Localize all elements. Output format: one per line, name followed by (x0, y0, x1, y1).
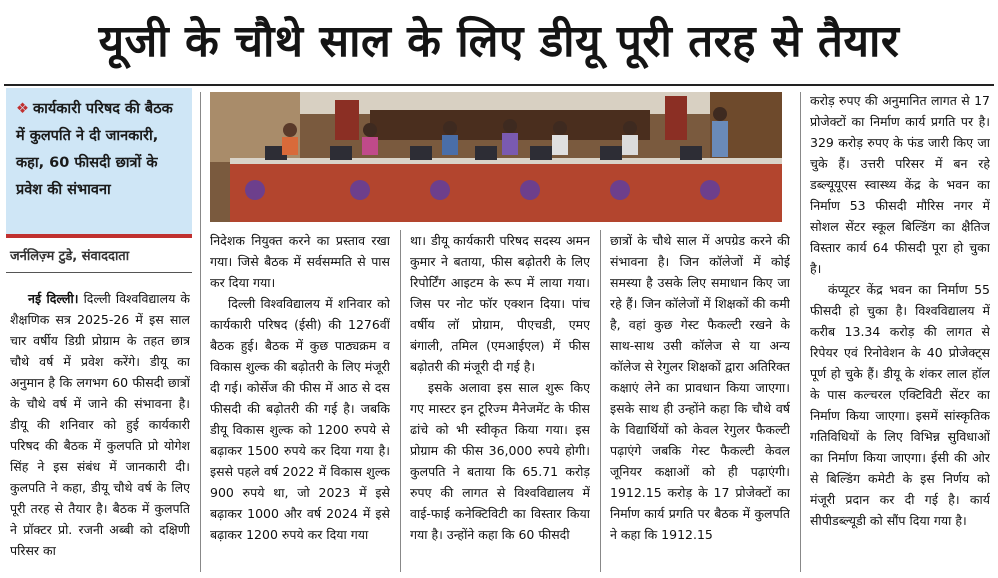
article-column-1 (10, 288, 190, 570)
meeting-photo-image (210, 92, 782, 222)
column-divider (200, 92, 201, 572)
article-column-2 (210, 230, 390, 570)
article-column-4 (610, 230, 790, 570)
headline-rule (4, 84, 994, 86)
meeting-photo (210, 92, 782, 222)
column-2-text-a: निदेशक नियुक्त करने का प्रस्ताव रखा गया। जिसे बैठक में सर्वसम्मति से पास कर दिया गया। (210, 233, 390, 290)
column-divider (600, 230, 601, 572)
column-divider (800, 92, 801, 572)
byline: जर्नलिज़्म टुडे, संवाददाता (10, 249, 130, 264)
highlight-box (6, 88, 192, 234)
column-3-text-a: था। डीयू कार्यकारी परिषद सदस्य अमन कुमार ने बताया, फीस बढ़ोतरी के लिए रिपोर्टिंग आइटम के रूप में लाया गया। जिस पर नोट फॉर एक्शन दिया। पांच वर्षीय लॉ प्रोग्राम, पीएचडी, एमए बंगाली, तमिल (एमआईएल) में फीस बढ़ोतरी की मंजूरी दी गई है। (410, 233, 590, 374)
byline-rule (6, 272, 192, 273)
headline: यूजी के चौथे साल के लिए डीयू पूरी तरह से तैयार (98, 16, 900, 67)
column-5-text-a: करोड़ रुपए की अनुमानित लागत से 17 प्रोजेक्टों का निर्माण कार्य प्रगति पर है। 329 करोड़ रुपए के फंड जारी किए जा चुके हैं। उत्तरी परिसर में बन रहे डब्ल्यूयूएस स्वास्थ्य केंद्र के भवन का निर्माण 53 फीसदी मौरिस नगर में सोशल सेंटर स्कूल बिल्डिंग का क्षैतिज विस्तार कार्य 64 फीसदी पूरा हो चुका है। (810, 93, 990, 276)
highlight-text-body: कार्यकारी परिषद की बैठक में कुलपति ने दी जानकारी, कहा, 60 फीसदी छात्रों के प्रवेश की संभावना (16, 101, 173, 198)
highlight-box-bar (6, 234, 192, 238)
diamond-bullet-icon: ❖ (16, 101, 29, 117)
column-5-text-b: कंप्यूटर केंद्र भवन का निर्माण 55 फीसदी हो चुका है। विश्वविद्यालय में करीब 13.34 करोड़ की लागत से रिपेयर एवं रिनोवेशन के 40 प्रोजेक्ट्स पूर्ण हो चुके हैं। डीयू के शंकर लाल हॉल के पास कल्चरल एक्टिविटी सेंटर का निर्माण किया जाएगा। इसमें सांस्कृतिक गतिविधियों के लिए विभिन्न सुविधाओं का निर्माण किया जाएगा। ईसी की ओर से बिल्डिंग कमेटी के इस निर्णय को मंजूरी प्रदान कर दी गई है। कार्य सीपीडब्ल्यूडी को सौंप दिया गया है। (810, 282, 990, 528)
highlight-text (16, 96, 186, 204)
column-3-text-b: इसके अलावा इस साल शुरू किए गए मास्टर इन टूरिज्म मैनेजमेंट के फीस ढांचे को भी स्वीकृत किया गया। इस प्रोग्राम की फीस 36,000 रुपये होगी। कुलपति ने बताया कि 65.71 करोड़ रुपए की लागत से विश्वविद्यालय में वाई-फाई कनेक्टिविटी का विस्तार किया गया है। उन्होंने कहा कि 60 फीसदी (410, 380, 590, 542)
column-divider (400, 230, 401, 572)
dateline: नई दिल्ली। (28, 291, 79, 306)
column-4-text: छात्रों के चौथे साल में अपग्रेड करने की संभावना है। जिन कॉलेजों में कोई समस्या है उसके लिए समाधान किए जा रहे हैं। जिन कॉलेजों में शिक्षकों की कमी है, वहां कुछ गेस्ट फैकल्टी रखने के साथ-साथ उसी कॉलेज से या अन्य कॉलेज से रेगुलर शिक्षकों द्वारा अतिरिक्त कक्षाएं लेने का प्रावधान किया जाएगा। इसके साथ ही उन्होंने कहा कि चौथे वर्ष के विद्यार्थियों को केवल रेगुलर फैकल्टी पढ़ाएंगे जबकि गेस्ट फैकल्टी केवल जूनियर कक्षाओं को ही पढ़ाएंगी। 1912.15 करोड़ के 17 प्रोजेक्टों का निर्माण कार्य प्रगति पर बैठक में कुलपति ने कहा कि 1912.15 (610, 233, 790, 542)
article-column-3 (410, 230, 590, 570)
article-column-5 (810, 90, 990, 570)
column-1-text: दिल्ली विश्वविद्यालय के शैक्षणिक सत्र 2025-26 में इस साल चार वर्षीय डिग्री प्रोग्राम के तहत छात्र चौथे वर्ष में प्रवेश करेंगे। डीयू का अनुमान है कि लगभग 60 फीसदी छात्रों के चौथे वर्ष में जाने की संभावना है। डीयू की शनिवार को हुई कार्यकारी परिषद की बैठक में कुलपति प्रो योगेश सिंह ने इस संबंध में जानकारी दी। कुलपति ने कहा, डीयू चौथे वर्ष के लिए पूरी तरह से तैयार है। बैठक में कुलपति ने प्रॉक्टर प्रो. रजनी अब्बी को दक्षिणी परिसर का (10, 291, 190, 558)
column-2-text-b: दिल्ली विश्वविद्यालय में शनिवार को कार्यकारी परिषद (ईसी) की 1276वीं बैठक हुई। बैठक में कुछ पाठ्यक्रम व विकास शुल्क की बढ़ोतरी के लिए मंजूरी दी गई। कोर्सेज की फीस में आठ से दस फीसदी की बढ़ोतरी की गई है। जबकि डीयू विकास शुल्क को 1200 रुपये से बढ़ाकर 1500 रुपये कर दिया गया है। इससे पहले वर्ष 2022 में विकास शुल्क 900 रुपये था, जो 2023 में इसे बढ़ाकर 1000 और वर्ष 2024 में इसे बढ़ाकर 1200 रुपये कर दिया गया (210, 296, 390, 542)
